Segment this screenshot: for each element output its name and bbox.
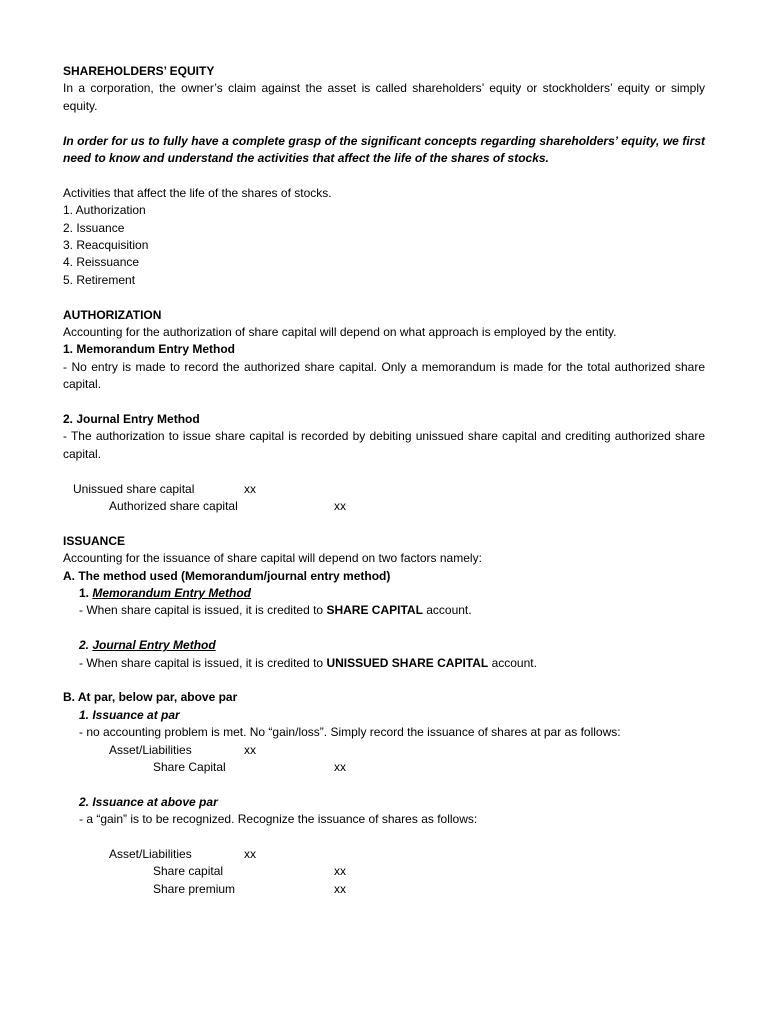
intro-emphasis: In order for us to fully have a complete grasp of the significant concepts regarding shareholders’ equity, we first need to know and understand the activities that affect the life of the shares of stocks. — [63, 133, 705, 166]
factor-a-title: A. The method used (Memorandum/journal entry method) — [63, 568, 391, 583]
journal-entry-credit — [63, 498, 705, 515]
above-par-entry-credit-2 — [63, 881, 705, 898]
debit-amount: xx — [244, 481, 256, 496]
issuance-at-par-desc: - no accounting problem is met. No “gain/loss”. Simply record the issuance of shares at par as follows: — [79, 725, 621, 740]
debit-account: Asset/Liabilities — [109, 742, 192, 757]
journal-issuance-title: 2. Journal Entry Method — [79, 638, 216, 653]
document-body — [63, 63, 705, 898]
list-item: 1. Authorization — [63, 203, 146, 218]
credit-amount: xx — [334, 881, 346, 896]
list-item: 4. Reissuance — [63, 255, 140, 270]
journal-method-desc: - The authorization to issue share capital is recorded by debiting unissued share capital and crediting authorized share capital. — [63, 429, 705, 461]
authorization-intro: Accounting for the authorization of share capital will depend on what approach is employed by the entity. — [63, 325, 617, 340]
memorandum-issuance-title: 1. Memorandum Entry Method — [79, 586, 252, 601]
issuance-heading: ISSUANCE — [63, 533, 126, 548]
debit-account: Unissued share capital — [73, 481, 195, 496]
credit-account: Share Capital — [153, 760, 226, 775]
memorandum-method-desc: - No entry is made to record the authorized share capital. Only a memorandum is made for the total authorized share capital. — [63, 359, 705, 392]
authorization-heading: AUTHORIZATION — [63, 307, 162, 322]
credit-amount: xx — [334, 499, 346, 514]
issuance-above-par-desc: - a “gain” is to be recognized. Recognize the issuance of shares as follows: — [79, 812, 478, 827]
list-item: 5. Retirement — [63, 272, 136, 287]
issuance-above-par-title: 2. Issuance at above par — [79, 794, 218, 809]
factor-b-title: B. At par, below par, above par — [63, 690, 238, 705]
credit-amount: xx — [334, 760, 346, 775]
intro-paragraph: In a corporation, the owner’s claim against the asset is called shareholders’ equity or stockholders’ equity or simply equity. — [63, 81, 705, 113]
issuance-intro: Accounting for the issuance of share capital will depend on two factors namely: — [63, 551, 482, 566]
par-entry-credit — [63, 759, 705, 776]
page-title: SHAREHOLDERS’ EQUITY — [63, 64, 215, 78]
par-entry-debit — [63, 742, 705, 759]
above-par-entry-debit — [63, 846, 705, 863]
debit-amount: xx — [244, 742, 256, 757]
list-item: 3. Reacquisition — [63, 238, 149, 253]
debit-amount: xx — [244, 847, 256, 862]
above-par-entry-credit-1 — [63, 863, 705, 880]
list-item: 2. Issuance — [63, 220, 125, 235]
memorandum-issuance-desc: - When share capital is issued, it is credited to SHARE CAPITAL account. — [79, 603, 472, 618]
credit-account: Share capital — [153, 864, 224, 879]
credit-amount: xx — [334, 864, 346, 879]
issuance-at-par-title: 1. Issuance at par — [79, 707, 180, 722]
journal-issuance-desc: - When share capital is issued, it is credited to UNISSUED SHARE CAPITAL account. — [79, 655, 537, 670]
debit-account: Asset/Liabilities — [109, 847, 192, 862]
credit-account: Share premium — [153, 881, 236, 896]
memorandum-method-title: 1. Memorandum Entry Method — [63, 342, 236, 357]
credit-account: Authorized share capital — [109, 499, 238, 514]
journal-entry-debit — [63, 481, 705, 498]
journal-method-title: 2. Journal Entry Method — [63, 412, 200, 427]
activities-heading: Activities that affect the life of the shares of stocks. — [63, 185, 332, 200]
